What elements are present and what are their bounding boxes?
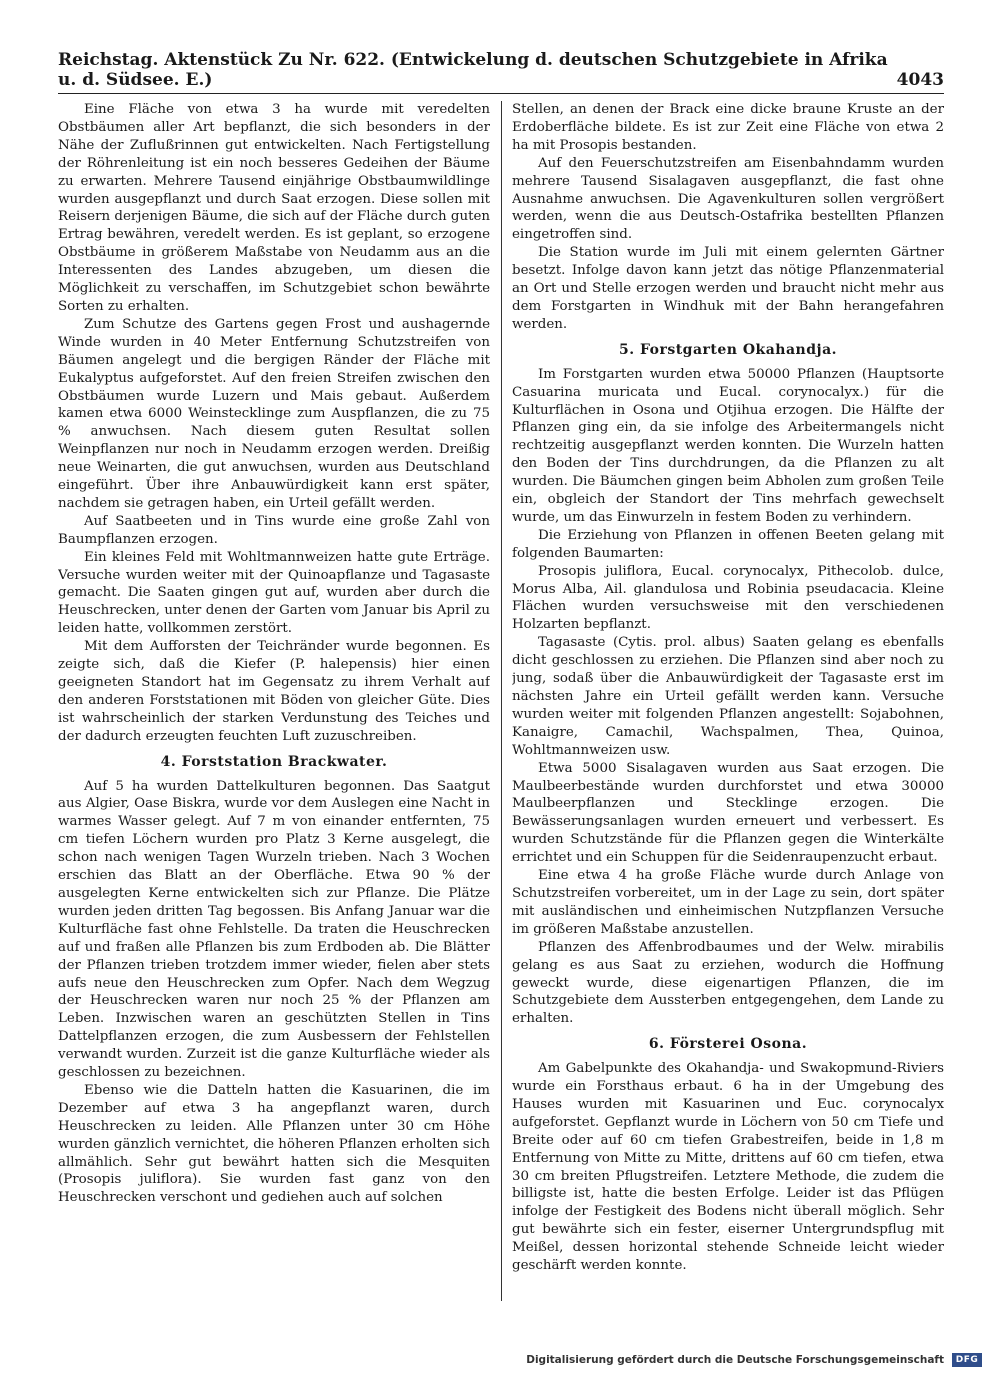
paragraph: Ein kleines Feld mit Wohltmannweizen hatte gute Erträge. Versuche wurden weiter mit der Quinoapflanze und Tagasaste gemacht. Die Saaten gingen gut auf, wurden aber durch die Heuschrecken, unter denen der Garten vom Januar bis April zu leiden hatte, vollkommen zerstört. — [58, 549, 490, 637]
paragraph: Pflanzen des Affenbrodbaumes und der Welw. mirabilis gelang es aus Saat zu erziehen, wodurch die Hoffnung geweckt wurde, diese eigenartigen Pflanzen, die im Schutzgebiete dem Aussterben entgegengehen, dem Lande zu erhalten. — [512, 939, 944, 1027]
paragraph: Prosopis juliflora, Eucal. corynocalyx, Pithecolob. dulce, Morus Alba, Ail. glandulosa und Robinia pseudacacia. Kleine Flächen wurden versuchsweise mit den verschiedenen Holzarten bepflanzt. — [512, 563, 944, 633]
dfg-logo: DFG — [952, 1353, 982, 1367]
digitization-credit — [526, 1353, 982, 1367]
paragraph: Am Gabelpunkte des Okahandja- und Swakopmund-Riviers wurde ein Forsthaus erbaut. 6 ha in der Umgebung des Hauses wurden mit Kasuarinen und Euc. corynocalyx aufgeforstet. Gepflanzt wurde in Löchern von 50 cm Tiefe und Breite oder auf 60 cm tiefen Grabestreifen, beide in 1,8 m Entfernung von Mitte zu Mitte, drittens auf 60 cm tiefen, etwa 30 cm breiten Pflugstreifen. Letztere Methode, die zudem die billigste ist, hatte die besten Erfolge. Leider ist das Pflügen infolge der Festigkeit des Bodens nicht überall möglich. Sehr gut bewährte sich ein fester, eiserner Untergrundspflug mit Meißel, dessen horizontal stehende Schneide leicht wieder geschärft werden konnte. — [512, 1061, 944, 1274]
paragraph: Etwa 5000 Sisalagaven wurden aus Saat erzogen. Die Maulbeerbestände wurden durchforstet und etwa 30000 Maulbeerpflanzen und Stecklinge erzogen. Die Bewässerungsanlagen wurden erneuert und verbessert. Es wurden Schutzstände für die Pflanzen gegen die Winterkälte errichtet und ein Schuppen für die Seidenraupenzucht erbaut. — [512, 760, 944, 866]
paragraph: Die Station wurde im Juli mit einem gelernten Gärtner besetzt. Infolge davon kann jetzt das nötige Pflanzenmaterial an Ort und Stelle erzogen werden und braucht nicht mehr aus dem Forstgarten in Windhuk mit der Bahn herangefahren werden. — [512, 245, 944, 332]
paragraph: Zum Schutze des Gartens gegen Frost und aushagernde Winde wurden in 40 Meter Entfernung Schutzstreifen von Bäumen angelegt und die bergigen Ränder der Fläche mit Eukalyptus aufgeforstet. Auf den freien Streifen zwischen den Obstbäumen wurde Luzern und Mais gebaut. Außerdem kamen etwa 6000 Weinstecklinge zum Auspflanzen, die zu 75 % anwuchsen. Nach diesem guten Resultat sollen Weinpflanzen nur noch in Neudamm erzogen werden. Dreißig neue Weinarten, die gut anwuchsen, wurden aus Deutschland eingeführt. Über ihre Anbauwürdigkeit kann erst später, nachdem sie getragen haben, ein Urteil gefällt werden. — [58, 316, 490, 511]
paragraph: Eine etwa 4 ha große Fläche wurde durch Anlage von Schutzstreifen vorbereitet, um in der Lage zu sein, dort später mit ausländischen und einheimischen Nutzpflanzen Versuche im größeren Maßstabe anzustellen. — [512, 868, 944, 937]
text-columns — [58, 101, 944, 1301]
paragraph: Auf 5 ha wurden Dattelkulturen begonnen. Das Saatgut aus Algier, Oase Biskra, wurde vor dem Auslegen eine Nacht in warmes Wasser gelegt. Auf 7 m von einander entfernten, 75 cm tiefen Löchern wurden pro Platz 3 Kerne ausgelegt, die schon nach wenigen Tagen Wurzeln trieben. Nach 3 Wochen erschien das Blatt an der Oberfläche. Etwa 90 % der ausgelegten Kerne entwickelten sich zur Pflanze. Die Plätze wurden jeden dritten Tag begossen. Bis Anfang Januar war die Kulturfläche fast ohne Fehlstelle. Da traten die Heuschrecken auf und fraßen alle Pflanzen bis zum Erdboden ab. Die Blätter der Pflanzen trieben trotzdem immer wieder, fielen aber stets aufs neue den Heuschrecken zum Opfer. Nach dem Wegzug der Heuschrecken waren nur noch 25 % der Pflanzen am Leben. Inzwischen waren an geschützten Stellen in Tins Dattelpflanzen erzogen, die zum Ausbessern der Fehlstellen verwandt wurden. Zurzeit ist die ganze Kulturfläche wieder als geschlossen zu bezeichnen. — [58, 778, 490, 1081]
running-header — [58, 50, 944, 90]
paragraph: Eine Fläche von etwa 3 ha wurde mit veredelten Obstbäumen aller Art bepflanzt, die sich besonders in der Nähe der Zuflußrinnen gut entwickelten. Nach Fertigstellung der Röhrenleitung ist ein noch besseres Gedeihen der Bäume zu erwarten. Mehrere Tausend einjährige Obstbaumwildlinge wurden ausgepflanzt und durch Saat erzogen. Diese sollen mit Reisern derjenigen Bäume, die sich auf der Fläche durch guten Ertrag bewähren, veredelt werden. Es ist geplant, so erzogene Obstbäume in größerem Maßstabe von Neudamm aus an die Interessenten des Landes abzugeben, um diesen die Möglichkeit zu verschaffen, im Schutzgebiet schon bewährte Sorten zu erhalten. — [58, 102, 490, 314]
header-title: Reichstag. Aktenstück Zu Nr. 622. (Entwickelung d. deutschen Schutzgebiete in Afrika u. d. Südsee. E.) — [58, 50, 888, 90]
left-column — [58, 101, 490, 1301]
paragraph: Auf den Feuerschutzstreifen am Eisenbahndamm wurden mehrere Tausend Sisalagaven ausgepflanzt, die fast ohne Ausnahme anwuchsen. Die Agavenkulturen sollen vergrößert werden, wenn die aus Deutsch-Ostafrika bestellten Pflanzen eingetroffen sind. — [512, 155, 944, 243]
paragraph: Ebenso wie die Datteln hatten die Kasuarinen, die im Dezember auf etwa 3 ha angepflanzt waren, durch Heuschrecken zu leiden. Alle Pflanzen unter 30 cm Höhe wurden gänzlich vernichtet, die höheren Pflanzen erholten sich allmählich. Sehr gut bewährt hatten sich die Mesquiten (Prosopis juliflora). Sie wurden fast ganz von den Heuschrecken verschont und gediehen auch auf solchen — [58, 1082, 490, 1206]
page-number: 4043 — [896, 70, 944, 90]
section-heading: 4. Forststation Brackwater. — [160, 753, 388, 770]
paragraph: Mit dem Aufforsten der Teichränder wurde begonnen. Es zeigte sich, daß die Kiefer (P. halepensis) hier einen geeigneten Standort hat im Gegensatz zu ihrem Verhalt auf den anderen Forststationen mit Böden von gleicher Güte. Dies ist wahrscheinlich der starken Verdunstung des Teiches und der dadurch erzeugten feuchten Luft zuzuschreiben. — [58, 639, 490, 744]
header-rule — [58, 93, 944, 94]
section-heading: 5. Forstgarten Okahandja. — [618, 341, 838, 358]
column-divider — [501, 101, 502, 1301]
credit-text: Digitalisierung gefördert durch die Deutsche Forschungsgemeinschaft — [526, 1354, 944, 1366]
paragraph: Die Erziehung von Pflanzen in offenen Beeten gelang mit folgenden Baumarten: — [512, 527, 944, 561]
section-heading: 6. Försterei Osona. — [648, 1036, 808, 1053]
paragraph: Im Forstgarten wurden etwa 50000 Pflanzen (Hauptsorte Casuarina muricata und Eucal. corynocalyx.) für die Kulturflächen in Osona und Otjihua erzogen. Die Hälfte der Pflanzen ging ein, da sie infolge des Arbeitermangels nicht rechtzeitig ausgepflanzt werden konnten. Die Wurzeln hatten den Boden der Tins durchdrungen, da die Pflanzen zu alt wurden. Die Bäumchen gingen beim Abholen zum großen Teile ein, obgleich der Standort der Tins mehrfach gewechselt wurde, um das Einwurzeln in festem Boden zu verhindern. — [512, 366, 944, 525]
paragraph: Auf Saatbeeten und in Tins wurde eine große Zahl von Baumpflanzen erzogen. — [58, 513, 490, 547]
right-column — [512, 101, 944, 1301]
paragraph: Stellen, an denen der Brack eine dicke braune Kruste an der Erdoberfläche bildete. Es ist zur Zeit eine Fläche von etwa 2 ha mit Prosopis bestanden. — [512, 102, 944, 153]
paragraph: Tagasaste (Cytis. prol. albus) Saaten gelang es ebenfalls dicht geschlossen zu erziehen. Die Pflanzen sind aber noch zu jung, sodaß über die Anbauwürdigkeit der Tagasaste erst im nächsten Jahre ein Urteil gefällt werden kann. Versuche wurden weiter mit folgenden Pflanzen angestellt: Sojabohnen, Kanaigre, Camachil, Wachspalmen, Thea, Quinoa, Wohltmannweizen usw. — [512, 635, 944, 758]
